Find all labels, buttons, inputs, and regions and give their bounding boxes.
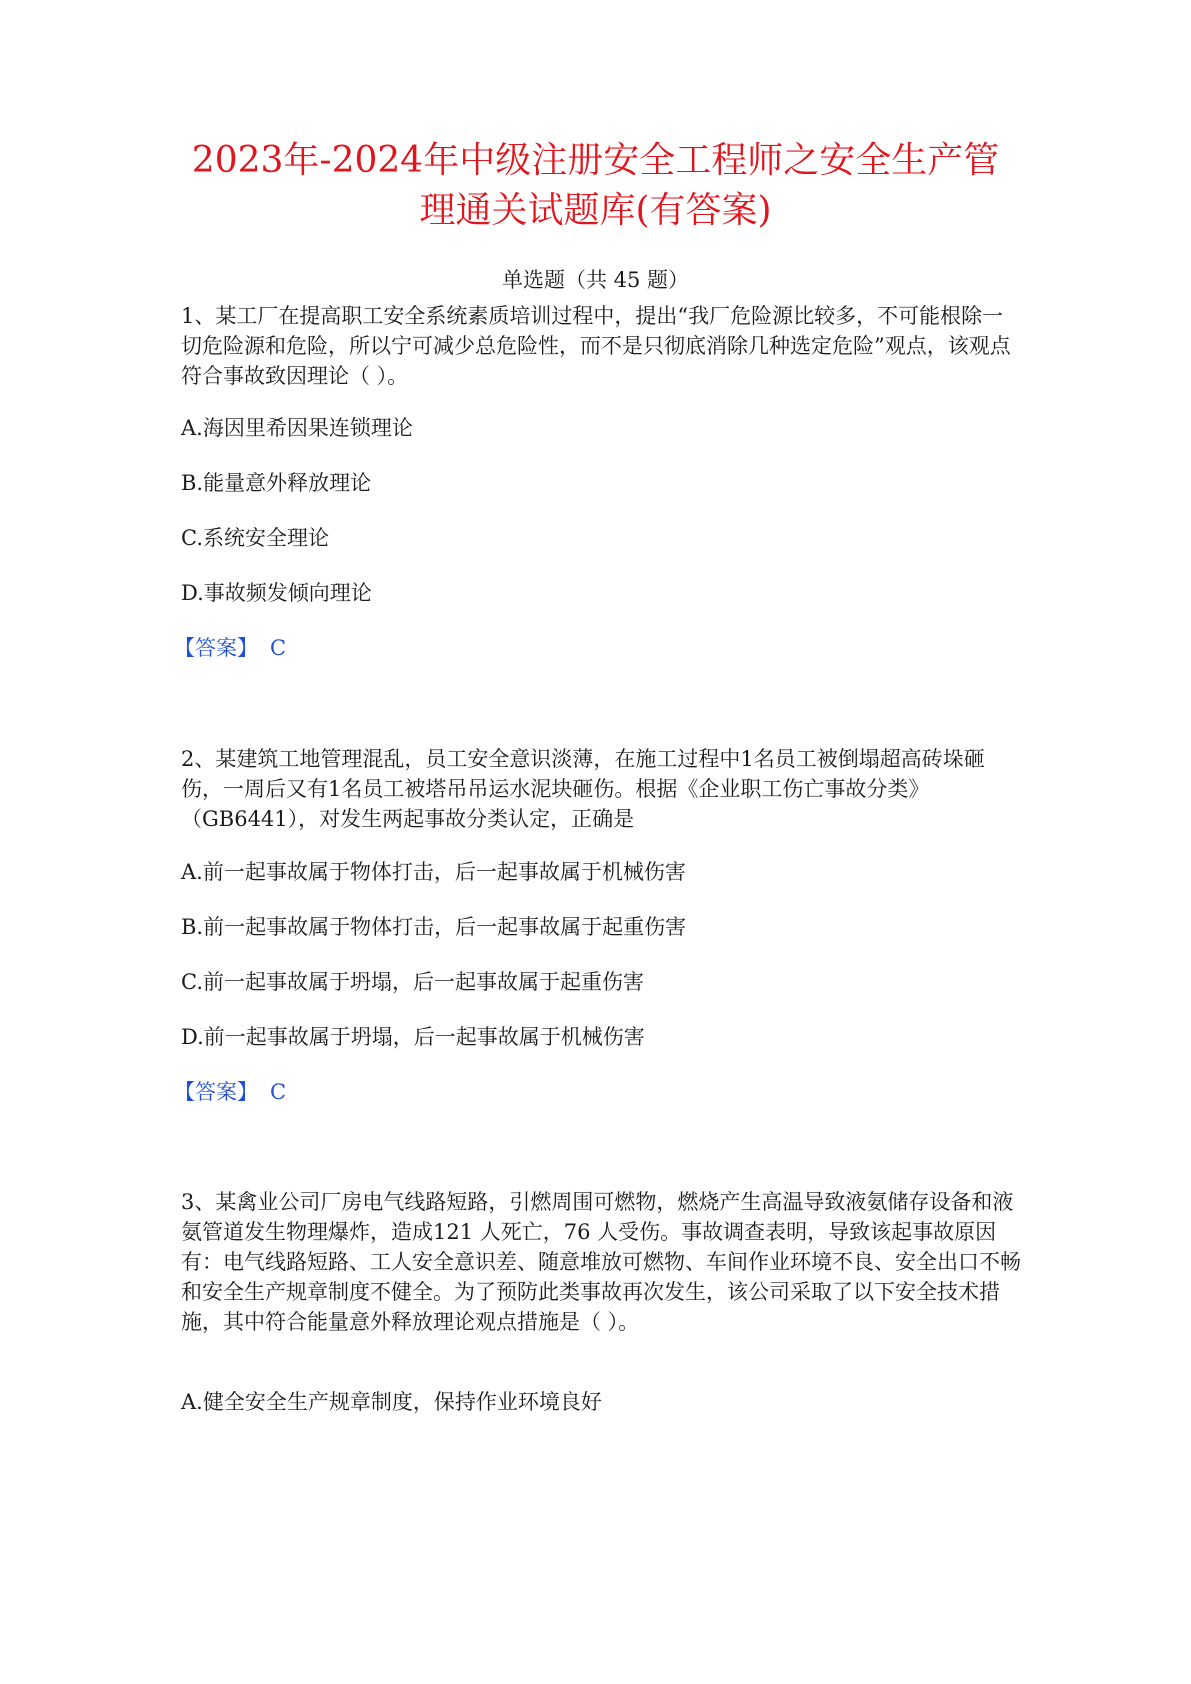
title-line-1: 2023年-2024年中级注册安全工程师之安全生产管 — [191, 140, 1000, 181]
question-1-option-c: C.系统安全理论 — [181, 526, 329, 550]
document-title — [150, 136, 1041, 236]
question-1-stem: 1、某工厂在提高职工安全系统素质培训过程中，提出“我厂危险源比较多，不可能根除一切危险源和危险，所以宁可减少总危险性，而不是只彻底消除几种选定危险”观点，该观点符合事故致因理论（ ）。 — [181, 304, 1011, 388]
question-1-option-b: B.能量意外释放理论 — [181, 471, 372, 495]
title-line-2: 理通关试题库(有答案) — [419, 190, 772, 231]
question-2-stem: 2、某建筑工地管理混乱，员工安全意识淡薄，在施工过程中1名员工被倒塌超高砖垛砸伤，一周后又有1名员工被塔吊吊运水泥块砸伤。根据《企业职工伤亡事故分类》（GB6441），对发生两起事故分类认定，正确是 — [181, 747, 985, 831]
question-1-option-d: D.事故频发倾向理论 — [181, 581, 372, 605]
answer-value: C — [270, 636, 287, 660]
question-2-option-c: C.前一起事故属于坍塌，后一起事故属于起重伤害 — [181, 970, 644, 994]
question-2-option-d: D.前一起事故属于坍塌，后一起事故属于机械伤害 — [181, 1025, 645, 1049]
question-1-answer — [174, 633, 286, 663]
question-3-stem: 3、某禽业公司厂房电气线路短路，引燃周围可燃物，燃烧产生高温导致液氨储存设备和液氨管道发生物理爆炸，造成121 人死亡，76 人受伤。事故调查表明，导致该起事故原因有：电气线路短路、工人安全意识差、随意堆放可燃物、车间作业环境不良、安全出口不畅和安全生产规章制度不健全。为了预防此类事故再次发生，该公司采取了以下安全技术措施，其中符合能量意外释放理论观点措施是（ ）。 — [181, 1190, 1021, 1334]
answer-label: 【答案】 — [174, 636, 258, 660]
section-heading: 单选题（共 45 题） — [501, 268, 690, 292]
question-2-option-b: B.前一起事故属于物体打击，后一起事故属于起重伤害 — [181, 915, 687, 939]
answer-value: C — [270, 1080, 287, 1104]
question-2-answer — [174, 1077, 286, 1107]
question-1-option-a: A.海因里希因果连锁理论 — [181, 416, 413, 440]
answer-label: 【答案】 — [174, 1080, 258, 1104]
question-2-option-a: A.前一起事故属于物体打击，后一起事故属于机械伤害 — [181, 860, 686, 884]
question-3-option-a: A.健全安全生产规章制度，保持作业环境良好 — [181, 1390, 602, 1414]
